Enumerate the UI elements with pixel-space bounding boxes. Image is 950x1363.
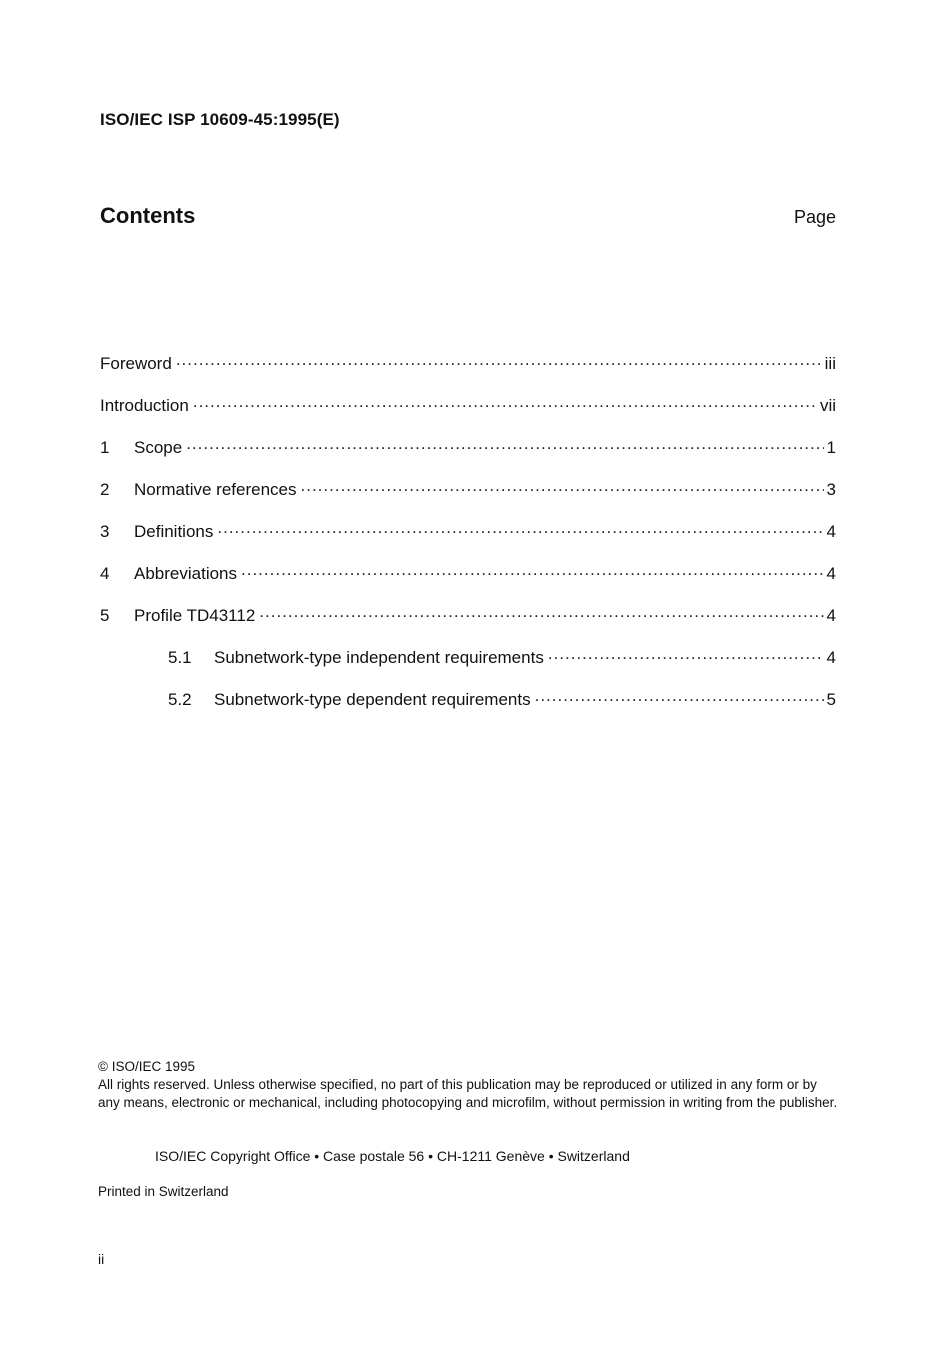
toc-entry-introduction[interactable] [100, 394, 836, 436]
toc-entry-page: 4 [826, 606, 836, 625]
page-column-label: Page [793, 207, 836, 227]
contents-heading: Contents [100, 203, 196, 228]
toc-entry-scope[interactable] [100, 436, 836, 478]
toc-entry-page: 4 [826, 648, 836, 667]
toc-entry-number: 2 [100, 480, 110, 499]
toc-entry-number: 1 [100, 438, 110, 457]
toc-entry-title: Definitions [134, 522, 214, 541]
copyright-year: © ISO/IEC 1995 [98, 1059, 195, 1074]
toc-entry-title: Subnetwork-type dependent requirements [214, 690, 531, 709]
toc-entry-number: 3 [100, 522, 110, 541]
toc-entry-number: 5.2 [168, 690, 192, 709]
toc-entry-subnetwork-independent[interactable] [100, 646, 836, 688]
toc-entry-definitions[interactable] [100, 520, 836, 562]
toc-dot-leader [548, 646, 824, 663]
toc-entry-number: 5.1 [168, 648, 192, 667]
toc-entry-abbreviations[interactable] [100, 562, 836, 604]
page-number: ii [98, 1251, 105, 1267]
toc-entry-number: 4 [100, 564, 110, 583]
toc-dot-leader [186, 436, 823, 453]
toc-entry-title: Abbreviations [134, 564, 238, 583]
toc-entry-foreword[interactable] [100, 352, 836, 394]
toc-dot-leader [259, 604, 823, 621]
toc-entry-page: iii [824, 354, 836, 373]
toc-entry-title: Normative references [134, 480, 297, 499]
toc-entry-subnetwork-dependent[interactable] [100, 688, 836, 730]
toc-entry-page: 3 [826, 480, 836, 499]
table-of-contents [100, 352, 836, 730]
toc-entry-page: 4 [826, 564, 836, 583]
copyright-notice [98, 1058, 838, 1112]
toc-entry-title: Foreword [100, 354, 172, 373]
toc-dot-leader [241, 562, 824, 579]
copyright-text: All rights reserved. Unless otherwise specified, no part of this publication may be reproduced or utilized in any form or by any means, electronic or mechanical, including photocopying and microfilm, without permission in writing from the publisher. [98, 1077, 838, 1110]
toc-entry-page: 4 [826, 522, 836, 541]
toc-dot-leader [217, 520, 823, 537]
toc-dot-leader [301, 478, 824, 495]
toc-entry-page: 1 [826, 438, 836, 457]
toc-entry-profile[interactable] [100, 604, 836, 646]
toc-entry-page: 5 [826, 690, 836, 709]
toc-entry-title: Introduction [100, 396, 189, 415]
toc-dot-leader [193, 394, 817, 411]
printed-in-note: Printed in Switzerland [98, 1184, 229, 1199]
toc-entry-number: 5 [100, 606, 110, 625]
toc-entry-title: Scope [134, 438, 183, 457]
copyright-office-address: ISO/IEC Copyright Office • Case postale 56 • CH-1211 Genève • Switzerland [155, 1148, 630, 1164]
toc-entry-page: vii [819, 396, 836, 415]
toc-dot-leader [535, 688, 824, 705]
toc-entry-normative-references[interactable] [100, 478, 836, 520]
toc-entry-title: Subnetwork-type independent requirements [214, 648, 544, 667]
toc-entry-title: Profile TD43112 [134, 606, 256, 625]
toc-dot-leader [176, 352, 822, 369]
document-identifier: ISO/IEC ISP 10609-45:1995(E) [100, 110, 340, 129]
